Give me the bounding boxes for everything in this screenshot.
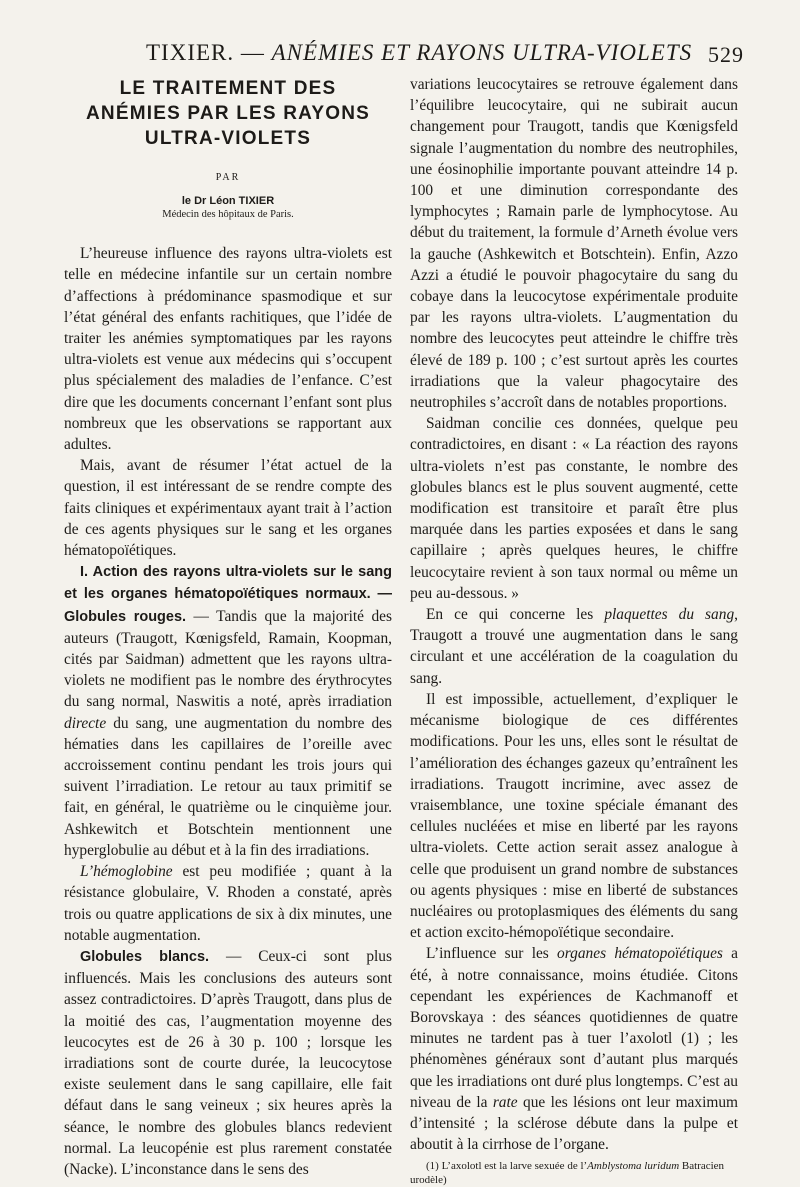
text-run: (1) L’axolotl est la larve sexuée de l’ <box>426 1160 588 1173</box>
emphasis: Amblystoma luridum <box>587 1160 680 1173</box>
paragraph <box>410 604 738 689</box>
subsection-heading: — Globules rouges. <box>64 586 392 625</box>
subsection-heading: Globules blancs. <box>80 948 210 965</box>
running-header <box>64 40 744 70</box>
text-run: que les lésions ont leur maximum d’intensité ; la sclérose débute dans la pulpe et aboutit à la cirrhose de l’organe. <box>410 1093 738 1154</box>
text-run: Batracien urodèle) <box>410 1160 725 1187</box>
text-run: du sang, une augmentation du nombre des hématies dans les capillaires de l’oreille avec accroissement continu pendant les trois jours qui suivent l’irradiation. Le retour au taux primitif se fait, en général, le quatrième ou le cinquième jour. Ashkewitch et Botschtein mentionnent une hyperglobulie au début et à la fin des irradiations. <box>64 714 392 859</box>
right-column <box>410 74 738 1187</box>
text-run: En ce qui concerne les <box>426 606 605 624</box>
running-title <box>146 40 692 66</box>
section-heading: I. Action des rayons ultra-violets sur le sang et les organes hématopoïétiques normaux. <box>64 564 392 603</box>
text-run: — Ceux-ci sont plus influencés. Mais les conclusions des auteurs sont assez contradictoires. D’après Traugott, dans plus de la moitié des cas, l’augmentation moyenne des leucocytes est de 26 à 30 p. 100 ; lorsque les irradiations sont de courte durée, la leucocytose existe seulement dans le sang capillaire, elle fait défaut dans le sang veineux ; six heures après la séance, le nombre des globules blancs redevient normal. La leucopénie est plus rarement constatée (Nacke). L’inconstance dans le sens des <box>64 947 392 1178</box>
emphasis: rate <box>492 1093 518 1111</box>
text-run: est peu modifiée ; quant à la résistance globulaire, V. Rhoden a constaté, après trois ou quatre applications de six à dix minutes, une notable augmentation. <box>64 863 392 944</box>
byline-par: PAR <box>215 172 241 183</box>
paragraph: Mais, avant de résumer l’état actuel de la question, il est intéressant de se rendre compte des faits cliniques et expérimentaux ayant trait à l’action de ces agents physiques sur le sang et les organes hématopoïétiques. <box>64 457 392 560</box>
text-run: , Traugott a trouvé une augmentation dans le sang circulant et une accélération de la coagulation du sang. <box>410 606 738 687</box>
page-number: 529 <box>708 42 744 67</box>
paragraph <box>410 943 738 1155</box>
emphasis: L’hémoglobine <box>80 863 173 881</box>
footnote <box>410 1159 738 1187</box>
author-name: le Dr Léon TIXIER <box>181 195 275 208</box>
title-line-2: ANÉMIES PAR LES RAYONS <box>85 103 370 124</box>
left-column <box>64 74 392 1180</box>
author-affiliation: Médecin des hôpitaux de Paris. <box>162 209 294 221</box>
header-author: TIXIER. <box>146 40 235 65</box>
emphasis: plaquettes du sang <box>604 606 735 624</box>
text-run: — Tandis que la majorité des auteurs (Traugott, Kœnigsfeld, Ramain, Koopman, cités par Saidman) admettent que les rayons ultra-violets ne modifient pas le nombre des érythrocytes du sang normal, Naswitis a noté, après irradiation <box>64 607 393 711</box>
article-title <box>64 76 392 151</box>
header-dash: — <box>240 40 265 65</box>
text-run: L’influence sur les <box>426 945 558 963</box>
paragraph: Il est impossible, actuellement, d’expliquer le mécanisme biologique de ces différentes modifications. Pour les uns, elles sont le résultat de l’amélioration des échanges gazeux qu’entraînent les irradiations. Traugott incrimine, avec assez de vraisemblance, une toxine spéciale émanant des cellules nucléées et mise en liberté par les rayons ultra-violets. Cette action serait assez analogue à celle que produisent un grand nombre de substances ou agents physiques : mise en liberté de substances nucléaires ou protoplasmiques des éléments du sang et action excito-hémopoïétique secondaire. <box>410 690 738 942</box>
title-line-3: ULTRA-VIOLETS <box>144 128 312 149</box>
paragraph: L’heureuse influence des rayons ultra-violets est telle en médecine infantile sur un certain nombre d’affections à prédominance spasmodique et sur l’état général des enfants rachitiques, que l’idée de traiter les anémies symptomatiques par les rayons ultra-violets est venue aux médecins qui s’occupent plus spécialement des maladies de l’enfance. C’est dire que les documents concernant l’enfant sont plus nombreux que les observations se rapportant aux adultes. <box>64 245 392 454</box>
paragraph: Saidman concilie ces données, quelque peu contradictoires, en disant : « La réaction des rayons ultra-violets n’est pas constante, le nombre des globules blancs est le plus souvent augmenté, cette modification est transitoire et paraît être plus marquée dans les parties exposées et dans le sang capillaire ; après quelques heures, le chiffre leucocytaire revient à son taux normal ou même un peu au-dessous. » <box>410 415 738 602</box>
header-journal-title: ANÉMIES ET RAYONS ULTRA-VIOLETS <box>271 40 693 65</box>
paragraph <box>64 861 392 946</box>
emphasis: directe <box>64 714 107 732</box>
paragraph: variations leucocytaires se retrouve également dans l’équilibre leucocytaire, qui ne subirait aucun changement pour Traugott, tandis que Kœnigsfeld signale l’augmentation du nombre des neutrophiles, une éosinophilie importante pouvant atteindre 14 p. 100 et une diminution correspondante des lymphocytes ; Ramain parle de lymphocytose. Au début du traitement, la formule d’Arneth évolue vers la gauche (Ashkewitch et Botschtein). Enfin, Azzo Azzi a étudié le pouvoir phagocytaire du sang du cobaye dans la leucocytose expérimentale produite par les rayons ultra-violets. L’augmentation du nombre des leucocytes peut atteindre le chiffre très élevé de 189 p. 100 ; c’est surtout après les courtes irradiations que la valeur phagocytaire des neutrophiles s’accroît dans de notables proportions. <box>410 76 738 412</box>
title-line-1: LE TRAITEMENT DES <box>119 78 337 99</box>
paragraph <box>64 946 392 1180</box>
emphasis: organes hématopoïétiques <box>557 945 723 963</box>
paragraph <box>64 561 392 861</box>
text-run: a été, à notre connaissance, moins étudiée. Citons cependant les expériences de Kachmanoff et Borovskaya : des séances quotidiennes de quatre minutes ne tardent pas à tuer l’axolotl (1) ; les phénomènes généraux sont d’autant plus marqués que les irradiations ont duré plus longtemps. C’est au niveau de la <box>410 945 738 1111</box>
